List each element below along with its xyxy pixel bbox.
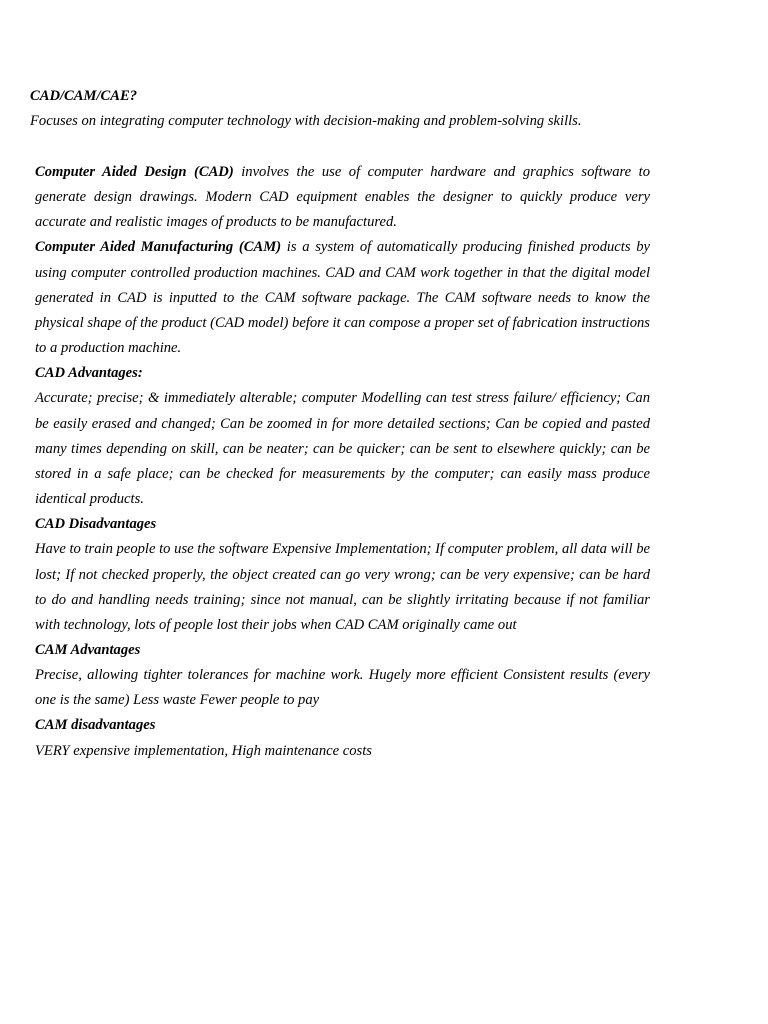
cad-term: Computer Aided Design (CAD) <box>35 164 234 180</box>
cad-advantages-text: Accurate; precise; & immediately alterable; computer Modelling can test stress failure/ efficiency; Can be easily erased and changed; Can be zoomed in for more detailed sections; Can be copied and pasted many times depending on skill, can be neater; can be quicker; can be sent to elsewhere quickly; can be stored in a safe place; can be checked for measurements by the computer; can easily mass produce identical products. <box>35 390 650 508</box>
cad-disadvantages-heading: CAD Disadvantages <box>35 516 157 533</box>
document-body <box>35 160 650 764</box>
cad-definition-text: involves the use of computer hardware and graphics software to generate design drawings. Modern CAD equipment enables the designer to quickly produce very accurate and realistic images of products to be manufactured. <box>35 164 650 231</box>
cad-advantages-heading: CAD Advantages: <box>35 365 143 382</box>
cam-definition-text: is a system of automatically producing finished products by using computer controlled production machines. CAD and CAM work together in that the digital model generated in CAD is inputted to the CAM software package. The CAM software needs to know the physical shape of the product (CAD model) before it can compose a proper set of fabrication instructions to a production machine. <box>35 239 650 357</box>
cam-disadvantages-text: VERY expensive implementation, High maintenance costs <box>35 742 372 759</box>
cam-definition-paragraph <box>35 235 650 361</box>
cam-term: Computer Aided Manufacturing (CAM) <box>35 239 282 256</box>
document-subtitle: Focuses on integrating computer technology with decision-making and problem-solving skills. <box>30 113 582 129</box>
document-title: CAD/CAM/CAE? <box>30 88 138 104</box>
cad-disadvantages-text: Have to train people to use the software Expensive Implementation; If computer problem, all data will be lost; If not checked properly, the object created can go very wrong; can be very expensive; can be hard to do and handling needs training; since not manual, can be slightly irritating because if not familiar with technology, lots of people lost their jobs when CAD CAM originally came out <box>35 541 650 633</box>
cad-definition-paragraph <box>35 160 650 235</box>
cam-disadvantages-heading: CAM disadvantages <box>35 717 156 734</box>
cam-advantages-heading: CAM Advantages <box>35 641 141 658</box>
cam-advantages-text: Precise, allowing tighter tolerances for machine work. Hugely more efficient Consistent results (every one is the same) Less waste Fewer people to pay <box>35 667 650 709</box>
